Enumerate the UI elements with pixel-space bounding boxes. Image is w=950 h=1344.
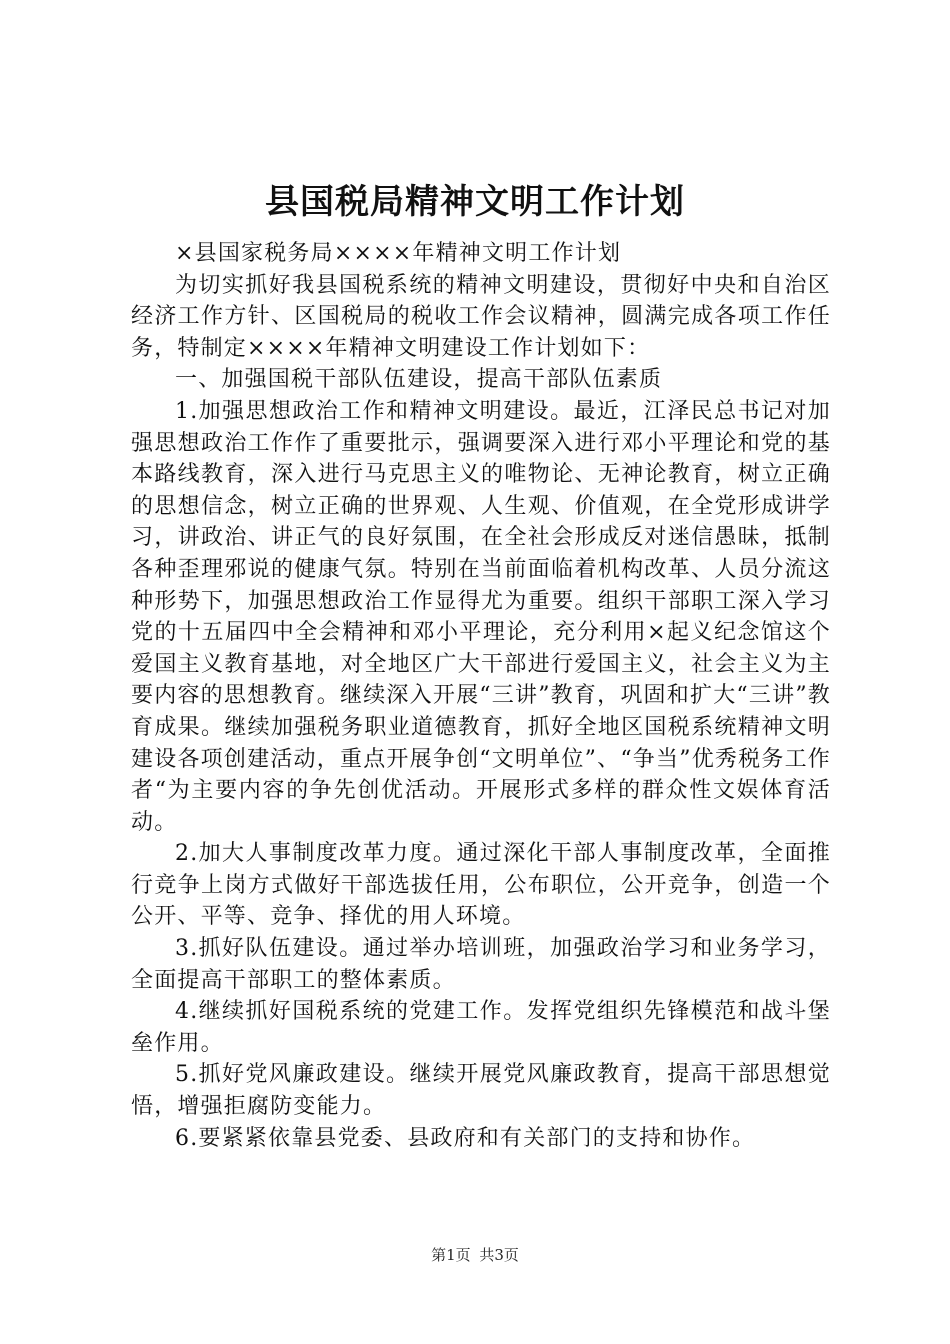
- paragraph-item-5: 5.抓好党风廉政建设。继续开展党风廉政教育，提高干部思想觉悟，增强拒腐防变能力。: [131, 1062, 831, 1120]
- document-body: [131, 238, 831, 1154]
- paragraph-item-1: 1.加强思想政治工作和精神文明建设。最近，江泽民总书记对加强思想政治工作作了重要批示，强调要深入进行邓小平理论和党的基本路线教育，深入进行马克思主义的唯物论、无神论教育，树立正确的思想信念，树立正确的世界观、人生观、价值观，在全党形成讲学习，讲政治、讲正气的良好氛围，在全社会形成反对迷信愚昧，抵制各种歪理邪说的健康气氛。特别在当前面临着机构改革、人员分流这种形势下，加强思想政治工作显得尤为重要。组织干部职工深入学习党的十五届四中全会精神和邓小平理论，充分利用×起义纪念馆这个爱国主义教育基地，对全地区广大干部进行爱国主义，社会主义为主要内容的思想教育。继续深入开展“三讲”教育，巩固和扩大“三讲”教育成果。继续加强税务职业道德教育，抓好全地区国税系统精神文明建设各项创建活动，重点开展争创“文明单位”、“争当”优秀税务工作者“为主要内容的争先创优活动。开展形式多样的群众性文娱体育活动。: [131, 398, 831, 835]
- paragraph-item-2: 2.加大人事制度改革力度。通过深化干部人事制度改革，全面推行竞争上岗方式做好干部选拔任用，公布职位，公开竞争，创造一个公开、平等、竞争、择优的用人环境。: [131, 841, 831, 930]
- paragraph-item-3: 3.抓好队伍建设。通过举办培训班，加强政治学习和业务学习，全面提高干部职工的整体素质。: [131, 936, 831, 993]
- section-heading-1: 一、加强国税干部队伍建设，提高干部队伍素质: [175, 367, 663, 393]
- page-total: 共3页: [479, 1246, 519, 1264]
- page-footer: [0, 1244, 950, 1265]
- paragraph-subtitle: ×县国家税务局××××年精神文明工作计划: [175, 241, 622, 266]
- paragraph-item-6: 6.要紧紧依靠县党委、县政府和有关部门的支持和协作。: [175, 1125, 756, 1151]
- paragraph-item-4: 4.继续抓好国税系统的党建工作。发挥党组织先锋模范和战斗堡垒作用。: [131, 999, 831, 1056]
- document-title: 县国税局精神文明工作计划: [265, 182, 685, 222]
- paragraph-intro: 为切实抓好我县国税系统的精神文明建设，贯彻好中央和自治区经济工作方针、区国税局的税收工作会议精神，圆满完成各项工作任务，特制定××××年精神文明建设工作计划如下：: [131, 272, 831, 361]
- page-number: 第1页: [431, 1246, 471, 1264]
